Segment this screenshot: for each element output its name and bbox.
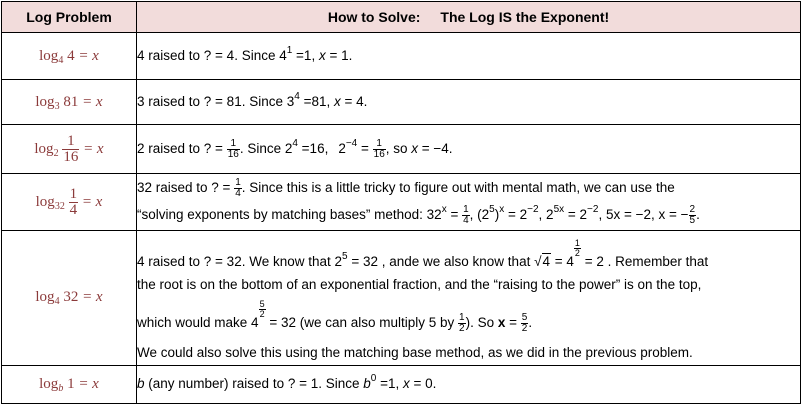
- power-exponent: −2: [587, 204, 599, 216]
- solution-text: (any number) raised to ? = 1. Since: [144, 375, 364, 391]
- power-exponent: x: [441, 204, 447, 216]
- solution-line: [137, 202, 800, 229]
- variable: x: [333, 93, 341, 109]
- solution-text: “solving exponents by matching bases” method:: [137, 207, 427, 223]
- log-rhs: = x: [82, 93, 103, 110]
- solution-text: ): [494, 207, 500, 223]
- solution-text: =16,: [297, 140, 329, 156]
- solution-text: =: [446, 207, 463, 223]
- solution-text: . Since: [239, 140, 285, 156]
- fraction: [227, 139, 240, 160]
- variable: x: [318, 47, 326, 63]
- variable: x: [411, 140, 419, 156]
- solution-line: [137, 231, 800, 274]
- fraction-numerator: 5: [521, 311, 528, 323]
- solution: [137, 125, 801, 174]
- header-prefix: How to Solve:: [327, 9, 421, 25]
- solution-text: 4 raised to ? = 4. Since: [137, 47, 280, 63]
- exponent-fraction: [259, 300, 266, 319]
- solution-text: 2 raised to ? =: [137, 140, 227, 156]
- fraction-numerator: 1: [373, 139, 386, 150]
- header-row: [2, 2, 801, 33]
- solution-text: = 2: [504, 207, 528, 223]
- fraction-denominator: 5: [689, 215, 696, 226]
- log-base: 4: [58, 54, 64, 66]
- solution: [137, 231, 801, 366]
- solution-text: , so: [385, 140, 412, 156]
- solution-text: = 0.: [409, 375, 437, 391]
- power-base: 4: [279, 47, 287, 63]
- power-exponent: x: [499, 204, 505, 216]
- log-text: log: [34, 140, 54, 157]
- fraction-numerator: 1: [574, 238, 580, 248]
- fraction-denominator: 4: [69, 201, 78, 218]
- log-text: log: [35, 93, 55, 110]
- fraction-denominator: 16: [63, 148, 79, 165]
- header-main: The Log IS the Exponent!: [440, 9, 610, 25]
- log-base: 32: [54, 200, 65, 212]
- power-exponent: 1: [286, 44, 293, 56]
- solution-text: = 32 , ande we also know that: [347, 254, 535, 269]
- solution-text: , 2: [538, 207, 554, 223]
- solution-text: 3 raised to ? = 81. Since: [137, 93, 287, 109]
- solution-text: =1,: [376, 375, 403, 391]
- log-base: 2: [53, 147, 59, 159]
- log-text: log: [39, 47, 59, 64]
- variable: b: [137, 375, 145, 391]
- power-exponent: 0: [370, 372, 377, 384]
- power-base: 3: [286, 93, 295, 109]
- fraction-numerator: 1: [459, 311, 465, 323]
- fraction: [373, 139, 386, 160]
- log-rhs: = x: [83, 140, 104, 157]
- power-base: b: [363, 375, 371, 391]
- solution-text: = 4: [551, 254, 574, 269]
- fraction-numerator: 5: [259, 298, 265, 309]
- fraction-denominator: 4: [463, 215, 469, 226]
- solution-text: = 32 (we can also multiply 5 by: [265, 314, 459, 330]
- log-table: [1, 1, 801, 404]
- solution: [137, 365, 801, 403]
- power-base: 2: [334, 254, 343, 269]
- solution-text: .: [528, 314, 533, 330]
- log-fraction: [69, 187, 79, 218]
- fraction-numerator: 2: [689, 204, 696, 215]
- solution-line: [137, 297, 800, 337]
- fraction-numerator: 1: [227, 139, 240, 150]
- sqrt-argument: 4: [542, 254, 551, 269]
- solution-text: =: [505, 314, 521, 330]
- solution-text: = 2 . Remember that: [580, 254, 709, 269]
- fraction-denominator: 16: [373, 148, 385, 160]
- power-exponent: −4: [345, 137, 358, 149]
- fraction-denominator: 2: [574, 248, 580, 258]
- fraction: [234, 178, 242, 199]
- log-text: log: [39, 375, 59, 392]
- fraction-numerator: 1: [235, 177, 241, 188]
- fraction-denominator: 2: [521, 322, 528, 334]
- log-rhs: = x: [78, 375, 99, 392]
- table-row: [2, 231, 801, 366]
- solution-text: 32 raised to ? =: [137, 180, 235, 196]
- fraction-denominator: 2: [259, 308, 265, 319]
- log-arg: 32: [63, 289, 79, 306]
- power-exponent: 5: [342, 251, 348, 262]
- solution-text: ). So: [465, 314, 498, 330]
- variable-bold: x: [497, 314, 506, 330]
- log-rhs: = x: [78, 47, 99, 64]
- power-exponent: 5: [489, 204, 495, 216]
- solution-text: which would make 4: [137, 314, 259, 330]
- log-fraction: [62, 134, 79, 165]
- log-rhs: = x: [82, 289, 103, 306]
- variable: x: [403, 375, 410, 391]
- fraction-numerator: 1: [463, 204, 469, 215]
- table-row: [2, 125, 801, 174]
- fraction-denominator: 4: [235, 188, 241, 199]
- log-rhs: = x: [81, 193, 103, 210]
- power-base: 2: [284, 140, 293, 156]
- solution-text: =81,: [299, 93, 334, 109]
- fraction: [458, 313, 466, 334]
- solution: [137, 80, 801, 125]
- fraction-numerator: 1: [69, 185, 78, 202]
- solution-text: = 2: [564, 207, 588, 223]
- solution-text: .: [696, 207, 700, 223]
- solution-line: We could also solve this using the matching base method, as we did in the previous problem.: [137, 344, 693, 360]
- table-row: [2, 80, 801, 125]
- exponent-fraction: [574, 239, 581, 258]
- log-base: 3: [54, 100, 60, 112]
- solution-text: , 5x = −2, x = −: [598, 207, 689, 223]
- log-problem: [2, 125, 137, 174]
- table-row: [2, 33, 801, 80]
- log-arg: 4: [67, 47, 75, 64]
- fraction-denominator: 16: [227, 148, 239, 160]
- log-base: 4: [54, 296, 60, 308]
- power-exponent: 5x: [553, 204, 565, 216]
- power-exponent: 4: [292, 137, 298, 149]
- power-base: 2: [338, 140, 346, 156]
- log-arg: 1: [67, 375, 75, 392]
- fraction: [689, 205, 697, 226]
- log-problem: [2, 231, 137, 366]
- solution: [137, 33, 801, 80]
- solution-line: [137, 175, 800, 202]
- log-arg: 81: [63, 93, 79, 110]
- solution-text: = −4.: [418, 140, 453, 156]
- solution-text: =: [357, 140, 373, 156]
- log-text: log: [35, 193, 55, 210]
- solution-text: =1,: [292, 47, 319, 63]
- fraction-denominator: 2: [459, 322, 465, 334]
- table-row: [2, 365, 801, 403]
- solution-text: , (2: [469, 207, 490, 223]
- log-text: log: [35, 289, 55, 306]
- log-problem: [2, 174, 137, 231]
- log-problem: [2, 80, 137, 125]
- sqrt-symbol: √: [534, 254, 542, 269]
- solution-text: . Since this is a little tricky to figure out with mental math, we can use the: [241, 180, 675, 196]
- log-problem: [2, 365, 137, 403]
- power-base: 32: [426, 207, 442, 223]
- log-base: b: [58, 382, 64, 394]
- solution-text: = 1.: [325, 47, 353, 63]
- solution-line: the root is on the bottom of an exponential fraction, and the “raising to the power” is on the top,: [137, 276, 702, 292]
- log-problem: [2, 33, 137, 80]
- fraction-numerator: 1: [62, 134, 79, 150]
- fraction: [462, 205, 470, 226]
- solution: [137, 174, 801, 231]
- solution-text: = 4.: [340, 93, 368, 109]
- header-log-problem: Log Problem: [2, 2, 137, 33]
- table-row: [2, 174, 801, 231]
- header-how-to-solve: [137, 2, 801, 33]
- power-exponent: −2: [527, 204, 539, 216]
- solution-text: 4 raised to ? = 32. We know that: [137, 254, 335, 269]
- power-exponent: 4: [294, 90, 300, 102]
